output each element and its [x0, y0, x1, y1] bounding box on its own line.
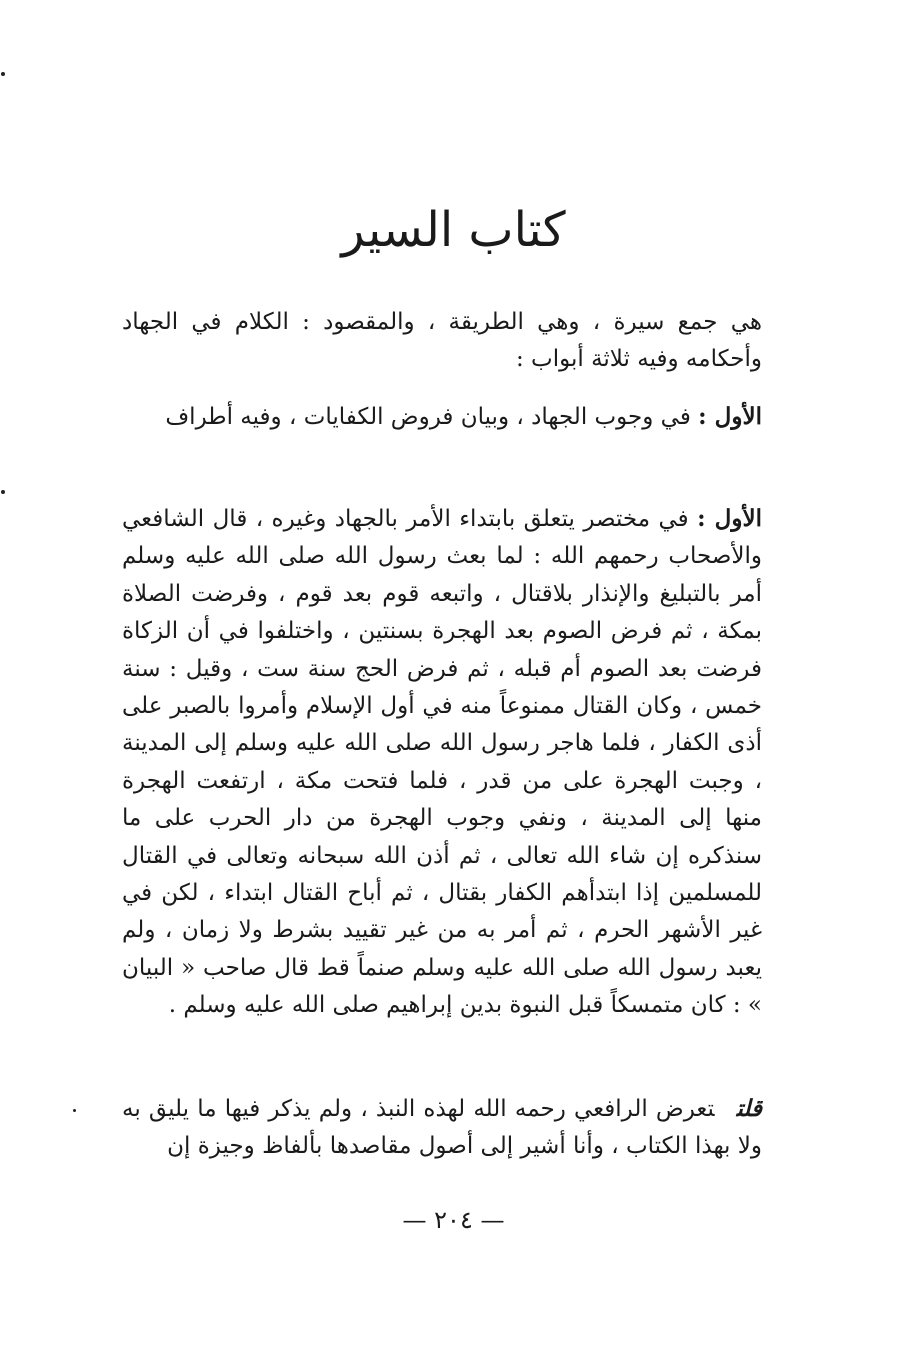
- margin-mark: [73, 1109, 76, 1112]
- page-number: — ٢٠٤ —: [402, 1206, 505, 1234]
- margin-mark: [1, 72, 5, 76]
- intro-paragraph: [122, 304, 762, 379]
- margin-mark: [1, 490, 5, 494]
- first-section-heading: الأول :: [697, 505, 762, 532]
- first-chapter-text: في وجوب الجهاد ، وبيان فروض الكفايات ، وفيه أطراف: [165, 404, 699, 430]
- intro-text: هي جمع سيرة ، وهي الطريقة ، والمقصود : الكلام في الجهاد وأحكامه وفيه ثلاثة أبواب :: [122, 309, 762, 373]
- first-section-text: في مختصر يتعلق بابتداء الأمر بالجهاد وغيره ، قال الشافعي والأصحاب رحمهم الله : لما بعث رسول الله صلى الله عليه وسلم أمر بالتبليغ والإنذار بلاقتال ، واتبعه قوم بعد قوم ، وفرضت الصلاة بمكة ، ثم فرض الصوم بعد الهجرة بسنتين ، واختلفوا في أن الزكاة فرضت بعد الصوم أم قبله ، ثم فرض الحج سنة ست ، وقيل : سنة خمس ، وكان القتال ممنوعاً منه في أول الإسلام وأمروا بالصبر على أذى الكفار ، فلما هاجر رسول الله صلى الله عليه وسلم إلى المدينة ، وجبت الهجرة على من قدر ، فلما فتحت مكة ، ارتفعت الهجرة منها إلى المدينة ، ونفي وجوب الهجرة من دار الحرب على ما سنذكره إن شاء الله تعالى ، ثم أذن الله سبحانه وتعالى في القتال للمسلمين إذا ابتدأهم الكفار بقتال ، ثم أباح القتال ابتداء ، لكن في غير الأشهر الحرم ، ثم أمر به من غير تقييد بشرط ولا زمان ، ولم يعبد رسول الله صلى الله عليه وسلم صنماً قط قال صاحب « البيان » : كان متمسكاً قبل النبوة بدين إبراهيم صلى الله عليه وسلم .: [122, 506, 763, 1019]
- first-chapter-paragraph: [122, 398, 762, 436]
- first-chapter-heading: الأول :: [698, 403, 762, 430]
- qult-heading: قلت: [736, 1095, 762, 1122]
- first-section-paragraph: [122, 500, 762, 1025]
- qult-paragraph: [122, 1090, 762, 1166]
- qult-text: تعرض الرافعي رحمه الله لهذه النبذ ، ولم يذكر فيها ما يليق به ولا بهذا الكتاب ، وأنا أشير إلى أصول مقاصدها بألفاظ وجيزة إن: [122, 1096, 762, 1160]
- chapter-title: كتاب السير: [341, 202, 566, 258]
